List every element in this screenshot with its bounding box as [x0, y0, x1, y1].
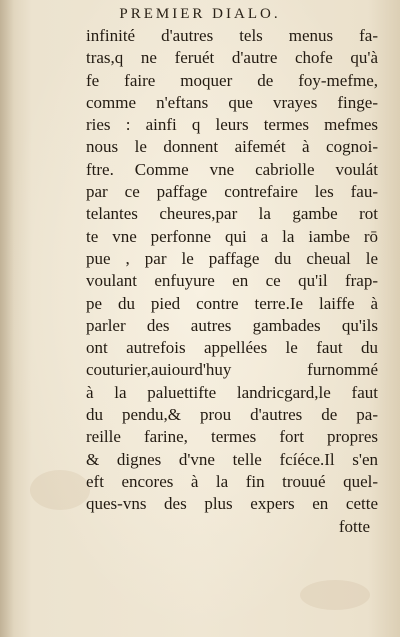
text-line: ries : ainfi q leurs termes mefmes [86, 115, 378, 135]
text-line: reille farine, termes fort propres [86, 427, 378, 447]
text-line: fe faire moquer de foy-mefme, [86, 70, 378, 90]
text-line: ques-vns des plus expers en cette [86, 494, 378, 514]
paper-stain [30, 470, 90, 510]
text-line: infinité d'autres tels menus fa- [86, 26, 378, 45]
text-line: ont autrefois appellées le faut du [86, 338, 378, 358]
text-line: par ce paffage contrefaire les fau- [86, 182, 378, 202]
text-line: du pendu,& prou d'autres de pa- [86, 405, 378, 425]
text-line: nous le donnent aifemét à cognoi- [86, 137, 378, 157]
text-line: voulant enfuyure en ce qu'il frap- [86, 271, 378, 291]
body-text [86, 25, 378, 538]
text-line: pe du pied contre terre.Ie laiffe à [86, 293, 378, 313]
running-head: PREMIER DIALO. [119, 6, 281, 22]
text-line: à la paluettifte landricgard,le faut [86, 382, 378, 402]
text-line: comme n'eftans que vrayes finge- [86, 92, 378, 112]
text-line: & dignes d'vne telle fcíéce.Il s'en [86, 449, 378, 469]
text-line: ftre. Comme vne cabriolle voulát [86, 159, 378, 179]
text-line: telantes cheures,par la gambe rot [86, 204, 378, 224]
paper-stain [300, 580, 370, 610]
text-line: te vne perfonne qui a la iambe rō [86, 226, 378, 246]
text-line: eft encores à la fin trouué quel- [86, 471, 378, 491]
text-line: couturier,auiourd'huy furnommé [86, 360, 378, 380]
text-line: parler des autres gambades qu'ils [86, 315, 378, 335]
text-line: tras,q ne feruét d'autre chofe qu'à [86, 48, 378, 68]
text-line: pue , par le paffage du cheual le [86, 248, 378, 268]
catchword: fotte [338, 516, 370, 536]
